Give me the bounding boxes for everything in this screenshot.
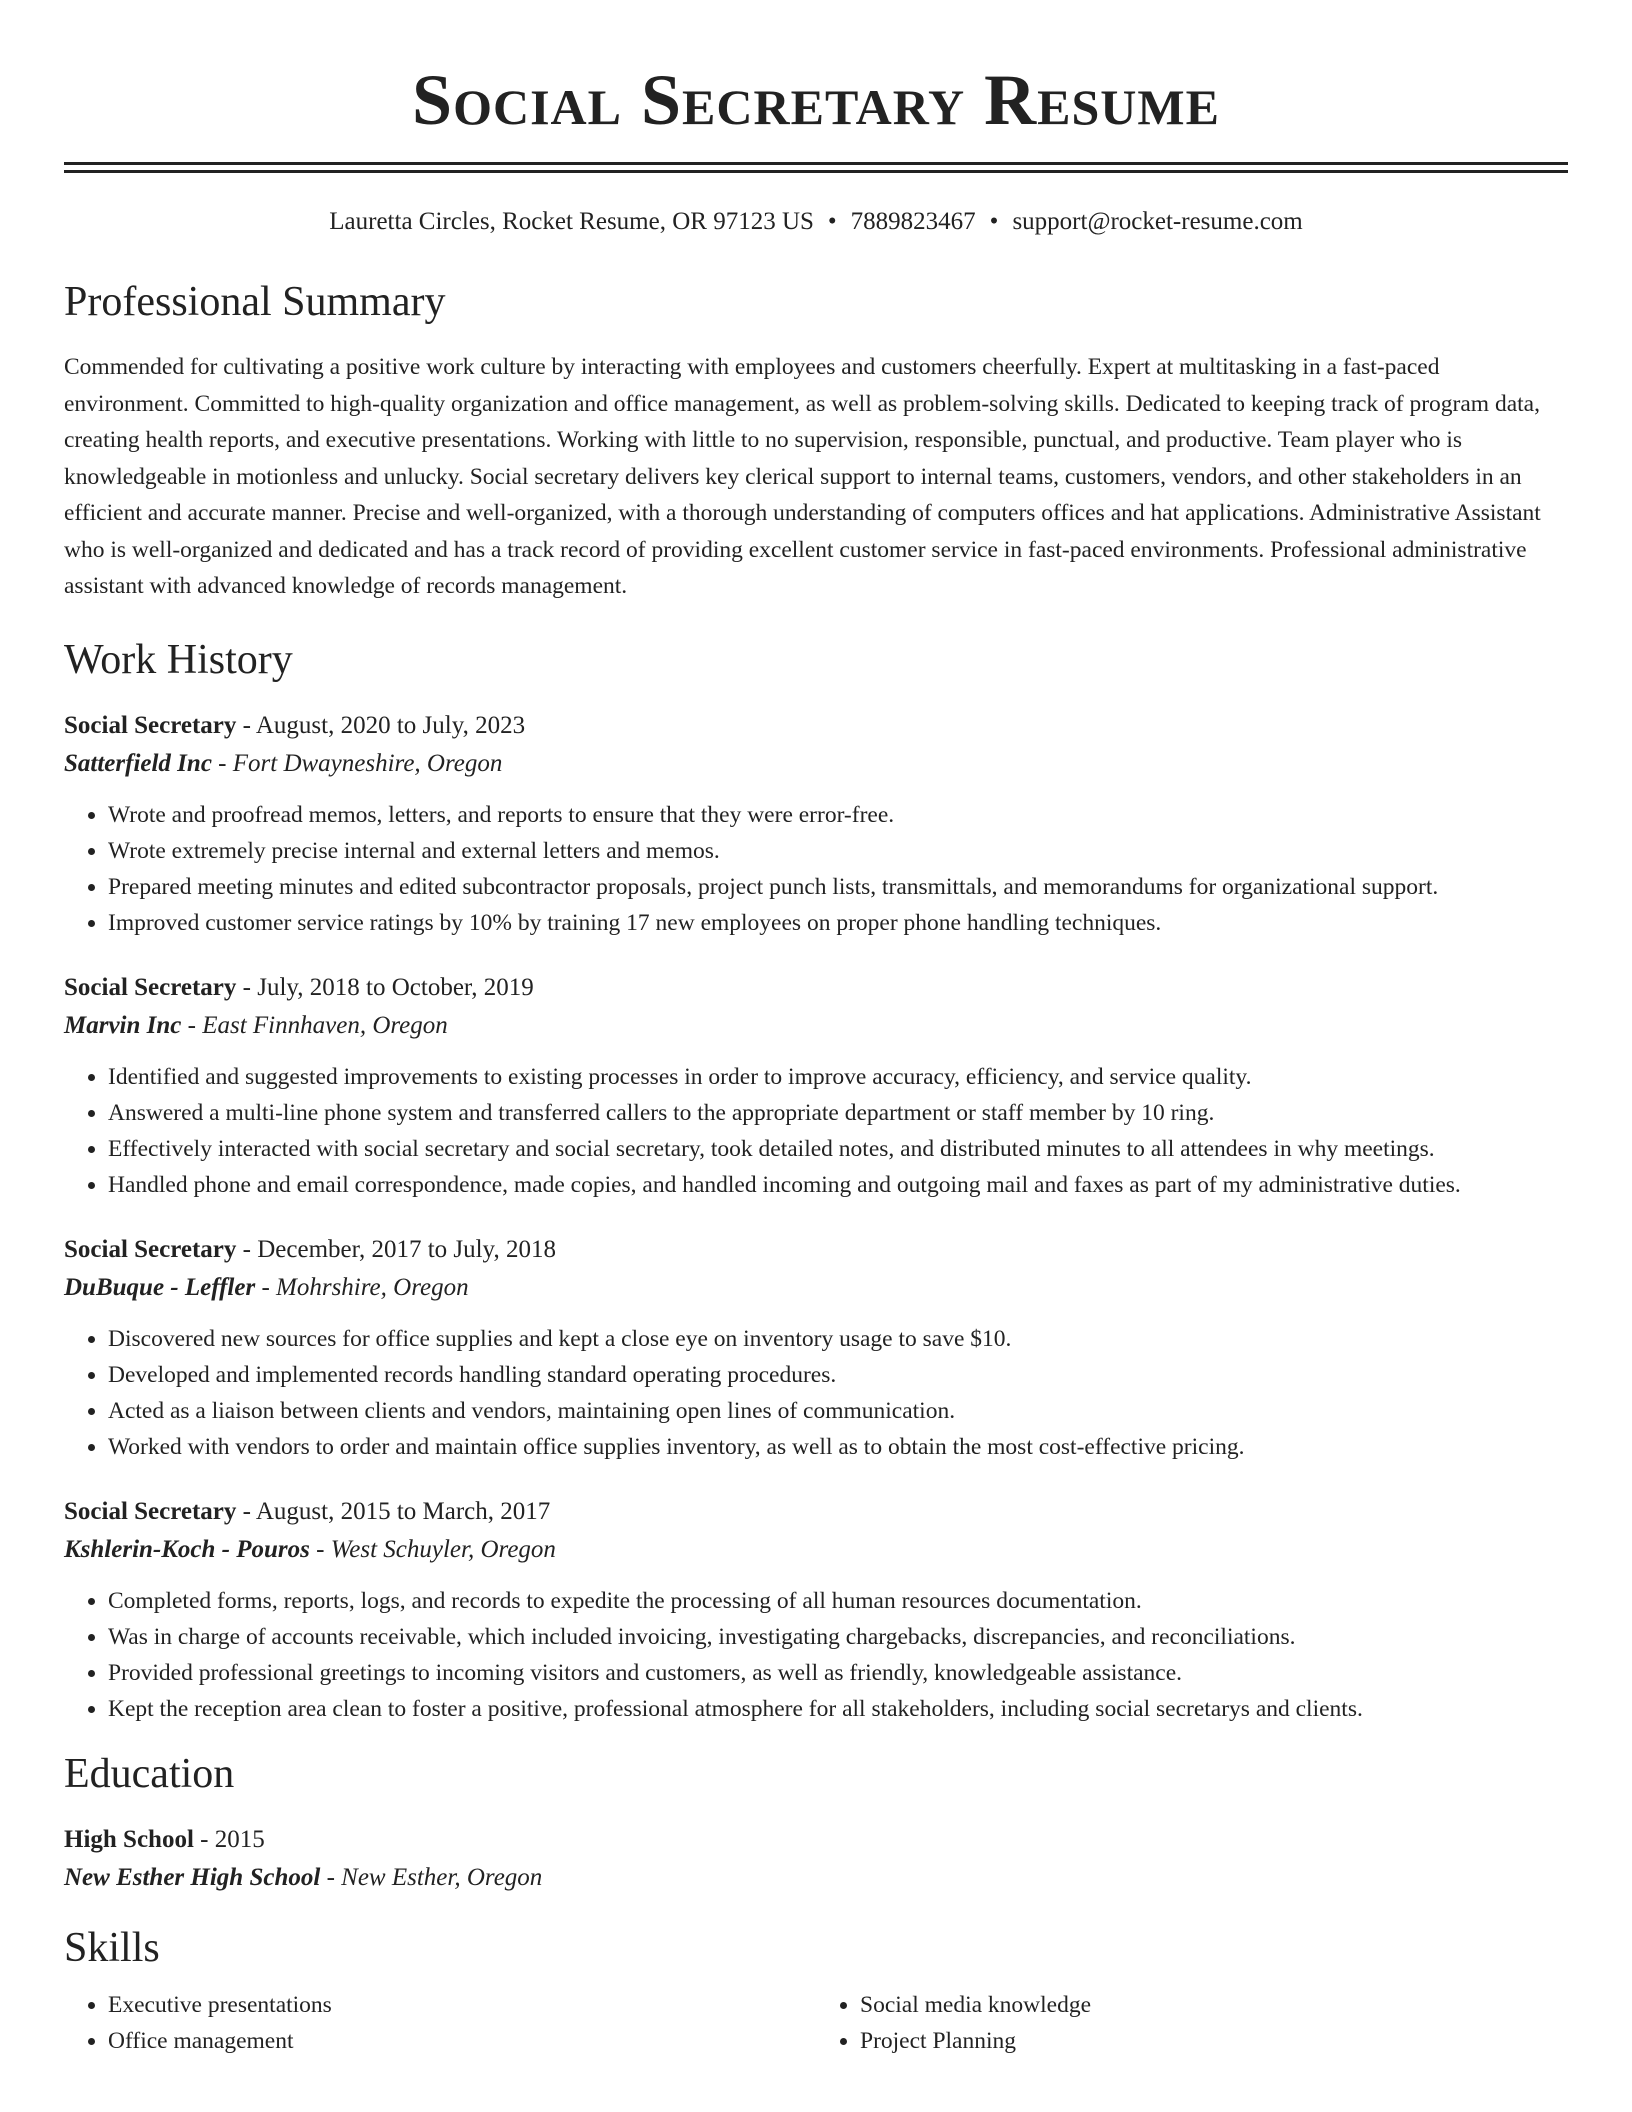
contact-address: Lauretta Circles, Rocket Resume, OR 97123 US	[329, 208, 814, 235]
education-school-line	[64, 1859, 1568, 1897]
list-item: • Executive presentations	[108, 1987, 816, 2023]
job-title-line	[64, 707, 1568, 745]
job-company: DuBuque - Leffler	[64, 1273, 256, 1301]
contact-email[interactable]: support@rocket-resume.com	[1012, 208, 1303, 235]
job-company: Kshlerin-Koch - Pouros	[64, 1535, 310, 1563]
education-location: - New Esther, Oregon	[320, 1863, 543, 1891]
job-entry	[64, 1493, 1568, 1727]
list-item: • Project Planning	[860, 2023, 1568, 2059]
section-title-skills: Skills	[64, 1924, 160, 1971]
list-item: • Effectively interacted with social secretary and social secretary, took detailed notes, and distributed minutes to all attendees in why meetings.	[108, 1131, 1568, 1167]
education-school: New Esther High School	[64, 1863, 321, 1891]
job-company-line	[64, 1531, 1568, 1569]
job-entry	[64, 1231, 1568, 1465]
list-item: • Developed and implemented records handling standard operating procedures.	[108, 1357, 1568, 1393]
resume-title: Social Secretary Resume	[412, 60, 1220, 140]
list-item: • Improved customer service ratings by 10% by training 17 new employees on proper phone handling techniques.	[108, 905, 1568, 941]
list-item: • Prepared meeting minutes and edited subcontractor proposals, project punch lists, transmittals, and memorandums for organizational support.	[108, 869, 1568, 905]
job-dates: - August, 2020 to July, 2023	[236, 711, 526, 739]
list-item: • Wrote extremely precise internal and external letters and memos.	[108, 833, 1568, 869]
list-item: • Social media knowledge	[860, 1987, 1568, 2023]
skills-grid	[64, 1987, 1568, 2059]
job-dates: - August, 2015 to March, 2017	[236, 1497, 551, 1525]
job-bullets	[64, 1321, 1568, 1465]
job-bullets	[64, 1583, 1568, 1727]
job-location: - Fort Dwayneshire, Oregon	[211, 749, 503, 777]
job-location: - West Schuyler, Oregon	[309, 1535, 556, 1563]
list-item: • Completed forms, reports, logs, and records to expedite the processing of all human resources documentation.	[108, 1583, 1568, 1619]
job-role: Social Secretary	[64, 1497, 237, 1525]
section-title-education: Education	[64, 1750, 235, 1797]
job-role: Social Secretary	[64, 711, 237, 739]
contact-separator: •	[989, 208, 999, 235]
job-role: Social Secretary	[64, 973, 237, 1001]
job-company: Satterfield Inc	[64, 749, 212, 777]
job-entry	[64, 707, 1568, 941]
skills-column-right	[816, 1987, 1568, 2059]
job-company-line	[64, 1269, 1568, 1307]
list-item: • Kept the reception area clean to foster a positive, professional atmosphere for all stakeholders, including social secretarys and clients.	[108, 1691, 1568, 1727]
summary-text: Commended for cultivating a positive work culture by interacting with employees and customers cheerfully. Expert at multitasking in a fast-paced environment. Committed to high-quality organization and office management, as well as problem-solving skills. Dedicated to keeping track of program data, creating health reports, and executive presentations. Working with little to no supervision, responsible, punctual, and productive. Team player who is knowledgeable in motionless and unlucky. Social secretary delivers key clerical support to internal teams, customers, vendors, and other stakeholders in an efficient and accurate manner. Precise and well-organized, with a thorough understanding of computers offices and hat applications. Administrative Assistant who is well-organized and dedicated and has a track record of providing excellent customer service in fast-paced environments. Professional administrative assistant with advanced knowledge of records management.	[64, 354, 1541, 599]
job-location: - Mohrshire, Oregon	[255, 1273, 469, 1301]
list-item: • Wrote and proofread memos, letters, and reports to ensure that they were error-free.	[108, 797, 1568, 833]
job-entry	[64, 969, 1568, 1203]
list-item: • Provided professional greetings to incoming visitors and customers, as well as friendly, knowledgeable assistance.	[108, 1655, 1568, 1691]
job-bullets	[64, 797, 1568, 941]
skills-column-left	[64, 1987, 816, 2059]
job-dates: - July, 2018 to October, 2019	[236, 973, 534, 1001]
section-title-work-history: Work History	[64, 636, 293, 683]
list-item: • Handled phone and email correspondence, made copies, and handled incoming and outgoing mail and faxes as part of my administrative duties.	[108, 1167, 1568, 1203]
job-company-line	[64, 1007, 1568, 1045]
education-year: - 2015	[193, 1825, 265, 1853]
job-dates: - December, 2017 to July, 2018	[236, 1235, 556, 1263]
contact-phone: 7889823467	[850, 208, 976, 235]
education-degree-line	[64, 1821, 1568, 1859]
title-double-rule	[64, 162, 1568, 173]
job-role: Social Secretary	[64, 1235, 237, 1263]
job-bullets	[64, 1059, 1568, 1203]
job-company-line	[64, 745, 1568, 783]
job-title-line	[64, 1493, 1568, 1531]
section-title-summary: Professional Summary	[64, 279, 446, 325]
job-title-line	[64, 969, 1568, 1007]
job-location: - East Finnhaven, Oregon	[181, 1011, 448, 1039]
list-item: • Answered a multi-line phone system and transferred callers to the appropriate department or staff member by 10 ring.	[108, 1095, 1568, 1131]
list-item: • Identified and suggested improvements to existing processes in order to improve accuracy, efficiency, and service quality.	[108, 1059, 1568, 1095]
list-item: • Worked with vendors to order and maintain office supplies inventory, as well as to obtain the most cost-effective pricing.	[108, 1429, 1568, 1465]
contact-line	[64, 207, 1568, 237]
job-company: Marvin Inc	[64, 1011, 182, 1039]
list-item: • Office management	[108, 2023, 816, 2059]
education-entry	[64, 1821, 1568, 1897]
education-degree: High School	[64, 1825, 194, 1853]
list-item: • Was in charge of accounts receivable, which included invoicing, investigating chargebacks, discrepancies, and reconciliations.	[108, 1619, 1568, 1655]
contact-separator: •	[827, 208, 837, 235]
list-item: • Discovered new sources for office supplies and kept a close eye on inventory usage to save $10.	[108, 1321, 1568, 1357]
list-item: • Acted as a liaison between clients and vendors, maintaining open lines of communication.	[108, 1393, 1568, 1429]
job-title-line	[64, 1231, 1568, 1269]
